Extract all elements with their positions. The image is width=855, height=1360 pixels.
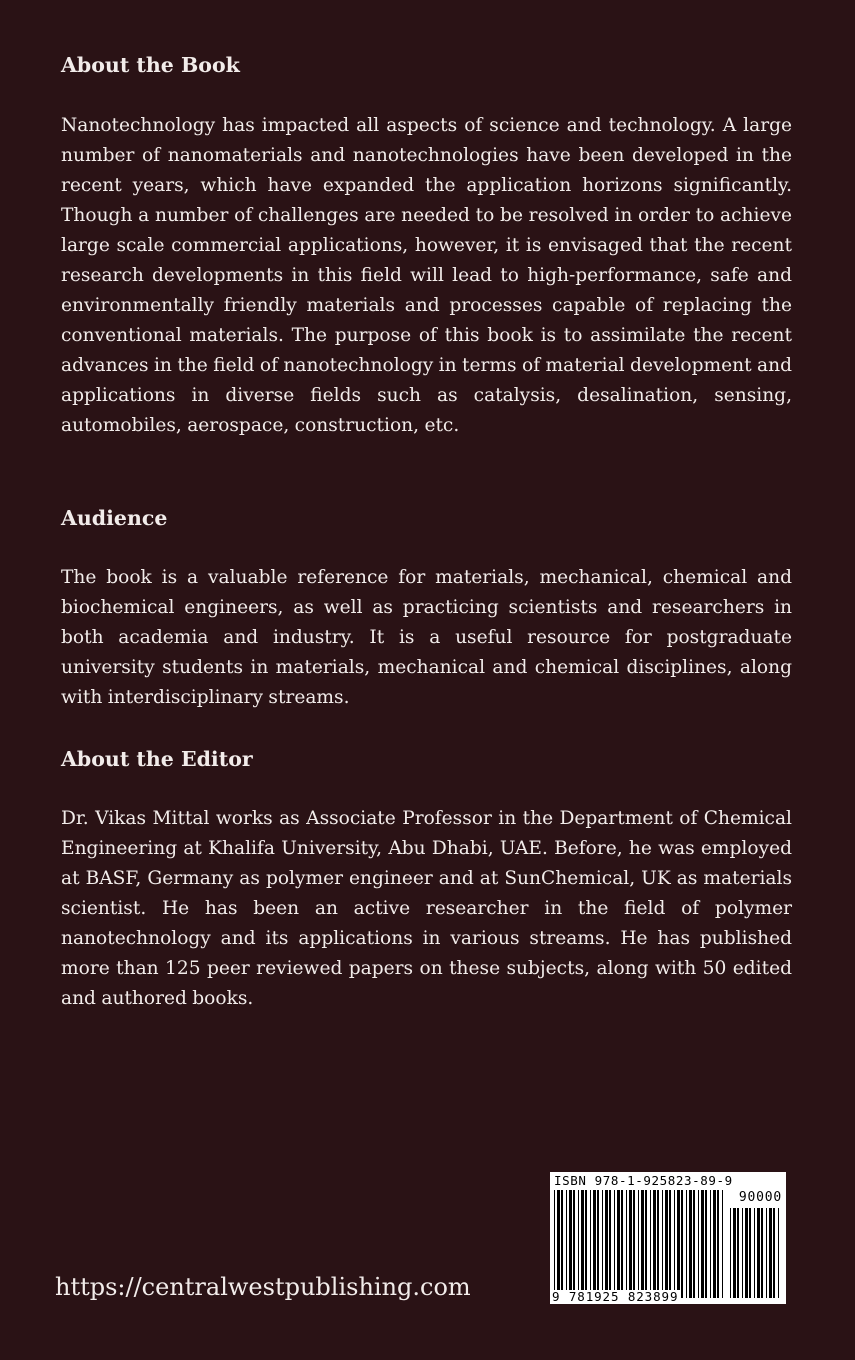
barcode-bar <box>701 1190 704 1298</box>
barcode-bar <box>669 1190 671 1298</box>
barcode-bar <box>730 1208 731 1298</box>
barcode-bar <box>633 1190 635 1298</box>
barcode-bar <box>626 1190 627 1298</box>
barcode-bars <box>550 1172 786 1304</box>
barcode-bar <box>710 1190 711 1298</box>
barcode-bar <box>653 1190 656 1298</box>
barcode-bar <box>749 1208 751 1298</box>
barcode-bar <box>681 1190 683 1298</box>
barcode-bar <box>645 1190 647 1298</box>
about-book-heading: About the Book <box>61 53 240 77</box>
barcode-bar <box>677 1190 680 1298</box>
ean-digits: 9 781925 823899 <box>552 1289 679 1304</box>
barcode-bar <box>602 1190 603 1298</box>
barcode-bar <box>662 1190 663 1298</box>
barcode-bar <box>773 1208 775 1298</box>
barcode-bar <box>769 1208 772 1298</box>
barcode-bar <box>578 1190 579 1298</box>
barcode-bar <box>754 1208 755 1298</box>
about-book-text: Nanotechnology has impacted all aspects of science and technology. A large number of nanomaterials and nanotechnologies have been developed in the recent years, which have expanded the application horizons significantly. Though a number of challenges are needed to be resolved in order to achieve large scale commercial applications, however, it is envisaged that the recent research developments in this field will lead to high-performance, safe and environmentally friendly materials and processes capable of replacing the conventional materials. The purpose of this book is to assimilate the recent advances in the field of nanotechnology in terms of material development and applications in diverse fields such as catalysis, desalination, sensing, automobiles, aerospace, construction, etc. <box>61 115 792 436</box>
barcode-bar <box>585 1190 587 1298</box>
barcode-bar <box>573 1190 575 1298</box>
barcode-bar <box>742 1208 743 1298</box>
barcode-bar <box>593 1190 596 1298</box>
barcode-bar <box>713 1190 716 1298</box>
barcode-bar <box>757 1208 760 1298</box>
barcode-bar <box>722 1190 723 1298</box>
isbn-barcode <box>550 1172 786 1304</box>
barcode-bar <box>650 1190 651 1298</box>
audience-text: The book is a valuable reference for materials, mechanical, chemical and biochemical engineers, as well as practicing scientists and researchers in both academia and industry. It is a useful resource for postgraduate university students in materials, mechanical and chemical disciplines, along with interdisciplinary streams. <box>61 567 792 708</box>
barcode-bar <box>737 1208 739 1298</box>
barcode-bar <box>554 1190 555 1298</box>
isbn-label: ISBN 978-1-925823-89-9 <box>554 1173 733 1188</box>
barcode-bar <box>745 1208 748 1298</box>
barcode-bar <box>686 1190 687 1298</box>
barcode-bar <box>761 1208 763 1298</box>
barcode-bar <box>557 1190 560 1298</box>
barcode-bar <box>657 1190 659 1298</box>
barcode-bar <box>698 1190 699 1298</box>
barcode-bar <box>621 1190 623 1298</box>
barcode-bar <box>614 1190 615 1298</box>
barcode-bar <box>605 1190 608 1298</box>
barcode-bar <box>581 1190 584 1298</box>
barcode-bar <box>566 1190 567 1298</box>
barcode-bar <box>641 1190 644 1298</box>
barcode-bar <box>733 1208 736 1298</box>
barcode-bar <box>665 1190 668 1298</box>
barcode-bar <box>674 1190 675 1298</box>
barcode-bar <box>597 1190 599 1298</box>
publisher-website: https://centralwestpublishing.com <box>55 1273 471 1301</box>
barcode-bar <box>778 1208 779 1298</box>
barcode-bar <box>569 1190 572 1298</box>
barcode-bar <box>717 1190 719 1298</box>
barcode-bar <box>609 1190 611 1298</box>
barcode-bar <box>689 1190 692 1298</box>
barcode-bar <box>693 1190 695 1298</box>
barcode-bar <box>638 1190 639 1298</box>
audience-heading: Audience <box>61 506 168 530</box>
about-editor-heading: About the Editor <box>61 747 253 771</box>
price-code: 90000 <box>738 1190 782 1205</box>
barcode-bar <box>766 1208 767 1298</box>
about-editor-text: Dr. Vikas Mittal works as Associate Professor in the Department of Chemical Engineering at Khalifa University, Abu Dhabi, UAE. Before, he was employed at BASF, Germany as polymer engineer and at SunChemical, UK as materials scientist. He has been an active researcher in the field of polymer nanotechnology and its applications in various streams. He has published more than 125 peer reviewed papers on these subjects, along with 50 edited and authored books. <box>61 808 792 1009</box>
barcode-bar <box>590 1190 591 1298</box>
barcode-bar <box>629 1190 632 1298</box>
barcode-bar <box>617 1190 620 1298</box>
barcode-bar <box>561 1190 563 1298</box>
barcode-bar <box>705 1190 707 1298</box>
